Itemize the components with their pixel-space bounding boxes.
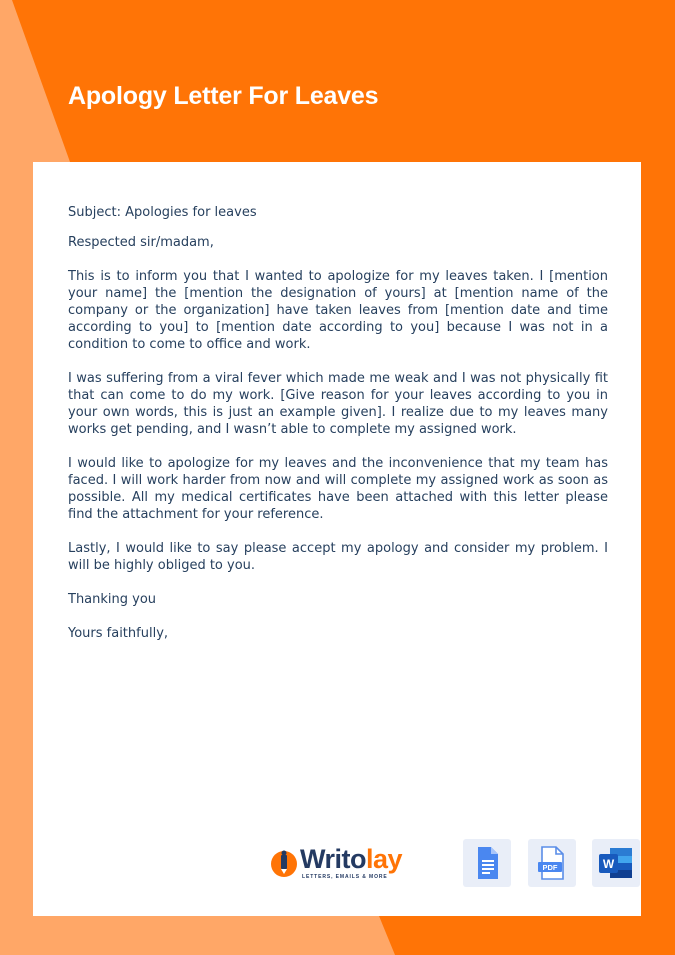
brand-accent: lay <box>366 844 403 874</box>
word-label: W <box>602 857 615 871</box>
pdf-icon <box>528 839 576 887</box>
letter-sheet <box>33 162 641 916</box>
letter-closing: Thanking you <box>68 592 157 607</box>
google-docs-icon <box>463 839 511 887</box>
letter-paragraph-4: Lastly, I would like to say please accept my apology and consider my problem. I will be highly obliged to you. <box>68 541 608 573</box>
letter-paragraph-1: This is to inform you that I wanted to apologize for my leaves taken. I [mention your name] the [mention the designation of yours] at [mention name of the company or the organization] have taken leaves from [mention date and time according to you] to [mention date according to you] because I was not in a condition to come to office and work. <box>68 269 608 352</box>
letter-signoff: Yours faithfully, <box>68 626 169 641</box>
word-download[interactable] <box>592 839 640 887</box>
google-docs-download[interactable] <box>463 839 511 887</box>
brand-wordmark <box>300 844 402 875</box>
word-icon <box>592 839 640 887</box>
pencil-logo-icon <box>270 847 300 881</box>
brand-tagline: LETTERS, EMAILS & MORE <box>302 874 388 880</box>
brand-main: Writo <box>300 844 366 874</box>
writolay-logo[interactable] <box>270 844 410 881</box>
letter-subject: Subject: Apologies for leaves <box>68 205 257 220</box>
pdf-label: PDF <box>542 863 558 872</box>
letter-salutation: Respected sir/madam, <box>68 235 214 250</box>
page-title: Apology Letter For Leaves <box>68 82 379 110</box>
letter-body <box>68 204 608 659</box>
footer-bar <box>270 837 615 889</box>
letter-paragraph-3: I would like to apologize for my leaves and the inconvenience that my team has faced. I will work harder from now and will complete my assigned work as soon as possible. All my medical certificates have been attached with this letter please find the attachment for your reference. <box>68 456 608 522</box>
letter-paragraph-2: I was suffering from a viral fever which made me weak and I was not physically fit that can come to do my work. [Give reason for your leaves according to you in your own words, this is just an example given]. I realize due to my leaves many works get pending, and I wasn’t able to complete my assigned work. <box>68 371 608 437</box>
pdf-download[interactable] <box>528 839 576 887</box>
